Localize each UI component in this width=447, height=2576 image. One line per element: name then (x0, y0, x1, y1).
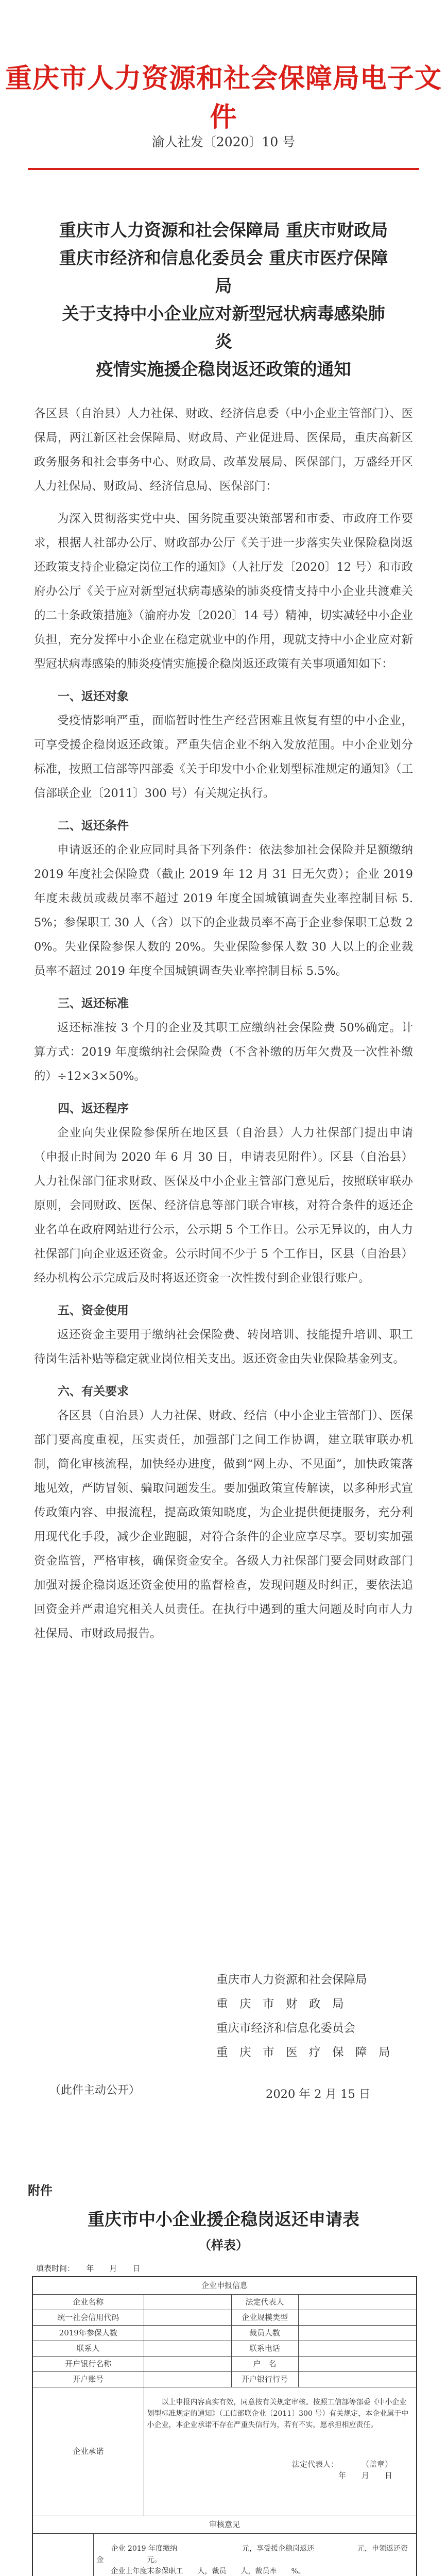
section-paragraph: 返还资金主要用于缴纳社会保险费、转岗培训、技能提升培训、职工待岗生活补贴等稳定就业岗位相关支出。返还资金由失业保险基金列支。 (34, 1328, 413, 1366)
rs-review-text: 企业 2019 年度缴纳 元，享受援企稳岗返还 元，申领返还资金 元。 (96, 2544, 408, 2564)
attachment-subtitle: （样表） (199, 2238, 248, 2252)
notice-title (57, 216, 390, 383)
attachment-title: 重庆市中小企业援企稳岗返还申请表 (88, 2209, 359, 2229)
section-heading: 五、资金使用 (58, 1304, 129, 1317)
section-paragraph: 返还标准按 3 个月的企业及其职工应缴纳社会保险费 50%确定。计算方式：2019 年度缴纳社会保险费（不含补缴的历年欠费及一次性补缴的）÷12×3×50%。 (34, 1021, 413, 1083)
form-section-review: 审核意见 (32, 2516, 417, 2533)
form-label: 开户银行名称 (32, 2356, 144, 2371)
form-label: 法定代表人 (231, 2294, 298, 2310)
section-heading: 一、返还对象 (58, 690, 129, 703)
notice-title-line: 疫情实施援企稳岗返还政策的通知 (96, 359, 351, 379)
form-label: 统一社会信用代码 (32, 2310, 144, 2325)
form-value-cell[interactable] (298, 2371, 417, 2387)
notice-title-line: 重庆市经济和信息化委员会 重庆市医疗保障局 (59, 248, 388, 296)
form-label: 户 名 (231, 2356, 298, 2371)
form-value-cell[interactable] (298, 2341, 417, 2356)
signing-org: 重庆市人力资源和社会保障局 (216, 1973, 367, 1987)
document-header-title: 重庆市人力资源和社会保障局电子文件 (5, 63, 442, 133)
notice-title-line: 重庆市人力资源和社会保障局 重庆市财政局 (59, 220, 388, 240)
signing-org: 重庆市经济和信息化委员会 (216, 2022, 356, 2035)
form-label: 裁员人数 (231, 2325, 298, 2341)
form-value-cell[interactable] (144, 2371, 231, 2387)
form-label: 联系人 (32, 2341, 144, 2356)
form-value-cell[interactable] (298, 2294, 417, 2310)
section-heading: 二、返还条件 (58, 819, 129, 833)
form-value-cell[interactable] (298, 2356, 417, 2371)
form-label: 2019年参保人数 (32, 2325, 144, 2341)
form-label: 企业名称 (32, 2294, 144, 2310)
form-value-cell[interactable] (144, 2294, 231, 2310)
section-paragraph: 受疫情影响严重，面临暂时性生产经营困难且恢复有望的中小企业，可享受援企稳岗返还政策。严重失信企业不纳入发放范围。中小企业划分标准，按照工信部等四部委《关于印发中小企业划型标准规定的通知》（工信部联企业〔2011〕300 号）有关规定执行。 (34, 714, 413, 800)
promise-date: 年 月 日 (338, 2470, 393, 2480)
form-label: 企业规模类型 (231, 2310, 298, 2325)
form-value-cell[interactable] (144, 2356, 231, 2371)
fill-date-line: 填表时间： 年 月 日 (36, 2264, 141, 2273)
rs-review-cell (93, 2533, 417, 2576)
section-paragraph: 企业向失业保险参保所在地区县（自治县）人力社保部门提出申请（申报止时间为 2020 年 6 月 30 日，申请表见附件）。区县（自治县）人力社保部门征求财政、医保及中小企业主管部门意见后，按照联审联办原则，会同财政、医保、经济信息等部门联合审核，对符合条件的返还企业名单在政府网站进行公示，公示期 5 个工作日。公示无异议的，由人力社保部门向企业返还资金。公示时间不少于 5 个工作日，区县（自治县）经办机构公示完成后及时将返还资金一次性拨付到企业银行账户。 (34, 1126, 413, 1285)
signing-org: 重 庆 市 财 政 局 (216, 1997, 344, 2011)
form-label: 联系电话 (231, 2341, 298, 2356)
form-section-company: 企业申报信息 (32, 2277, 417, 2294)
form-label: 企业承诺 (32, 2387, 144, 2516)
form-label (32, 2533, 93, 2576)
section-heading: 六、有关要求 (58, 1385, 129, 1398)
notice-title-line: 关于支持中小企业应对新型冠状病毒感染肺炎 (62, 303, 385, 351)
form-value-cell[interactable] (298, 2325, 417, 2341)
promise-signature: 法定代表人： （盖章） (292, 2459, 393, 2469)
promise-text: 以上申报内容真实有效，同意按有关规定审核。按照工信部等部委《中小企业划型标准规定的通知》（工信部联企业〔2011〕300 号）有关规定，本企业属于中小企业，本企业承诺不存在严重失信行为，若有不实，愿承担相应责任。 (147, 2398, 409, 2429)
form-label: 开户账号 (32, 2371, 144, 2387)
section-heading: 四、返还程序 (58, 1102, 129, 1115)
section-paragraph: 申请返还的企业应同时具备下列条件：依法参加社会保险并足额缴纳 2019 年度社会保险费（截止 2019 年 12 月 31 日无欠费）；企业 2019 年度未裁员或裁员率不超过 2019 年度全国城镇调查失业率控制目标 5.5%；参保职工 30 人（含）以下的企业裁员率不高于企业参保职工总数 20%。失业保险参保人数的 20%。失业保险参保人数 30 人以上的企业裁员率不超过 2019 年度全国城镇调查失业率控制目标 5.5%。 (34, 843, 413, 978)
application-form (32, 2276, 417, 2576)
form-value-cell[interactable] (144, 2341, 231, 2356)
form-value-cell[interactable] (144, 2310, 231, 2325)
document-number: 渝人社发〔2020〕10 号 (151, 134, 296, 149)
red-divider (28, 168, 419, 170)
attachment-label: 附件 (28, 2183, 53, 2198)
signing-org: 重 庆 市 医 疗 保 障 局 (216, 2046, 390, 2059)
form-value-cell[interactable] (144, 2325, 231, 2341)
section-heading: 三、返还标准 (58, 997, 129, 1010)
form-label: 开户银行行号 (231, 2371, 298, 2387)
disclosure-note: （此件主动公开） (49, 2084, 141, 2097)
intro-paragraph: 为深入贯彻落实党中央、国务院重要决策部署和市委、市政府工作要求，根据人社部办公厅、财政部办公厅《关于进一步落实失业保险稳岗返还政策支持企业稳定岗位工作的通知》（人社厅发〔2020〕12 号）和市政府办公厅《关于应对新型冠状病毒感染的肺炎疫情支持中小企业共渡难关的二十条政策措施》（渝府办发〔2020〕14 号）精神，切实减轻中小企业负担，充分发挥中小企业在稳定就业中的作用，现就支持中小企业应对新型冠状病毒感染的肺炎疫情实施援企稳岗返还政策有关事项通知如下： (34, 512, 413, 671)
rs-review-text: 企业上年度末参保职工 人，裁员 人，裁员率 %。 (111, 2567, 305, 2575)
form-value-cell[interactable] (298, 2310, 417, 2325)
section-paragraph: 各区县（自治县）人力社保、财政、经信（中小企业主管部门）、医保部门要高度重视，压实责任，加强部门之间工作协调，建立联审联办机制，简化审核流程，加快经办进度，做到“网上办、不见面”，加快政策落地见效，严防冒领、骗取问题发生。要加强政策宣传解读，以多种形式宣传政策内容、申报流程，提高政策知晓度，为企业提供便捷服务，充分利用现代化手段，减少企业跑腿，对符合条件的企业应享尽享。要切实加强资金监管，严格审核，确保资金安全。各级人力社保部门要会同财政部门加强对援企稳岗返还资金使用的监督检查，发现问题及时纠正，要依法追回资金并严肃追究相关人员责任。在执行中遇到的重大问题及时向市人力社保局、市财政局报告。 (34, 1409, 413, 1640)
notice-body (34, 402, 413, 1646)
promise-cell (144, 2387, 417, 2516)
addressee-paragraph: 各区县（自治县）人力社保、财政、经济信息委（中小企业主管部门）、医保局，两江新区社会保障局、财政局、产业促进局、医保局，重庆高新区政务服务和社会事务中心、财政局、改革发展局、医保部门，万盛经开区人力社保局、财政局、经济信息局、医保部门： (34, 407, 413, 493)
signing-date: 2020 年 2 月 15 日 (266, 2088, 371, 2101)
